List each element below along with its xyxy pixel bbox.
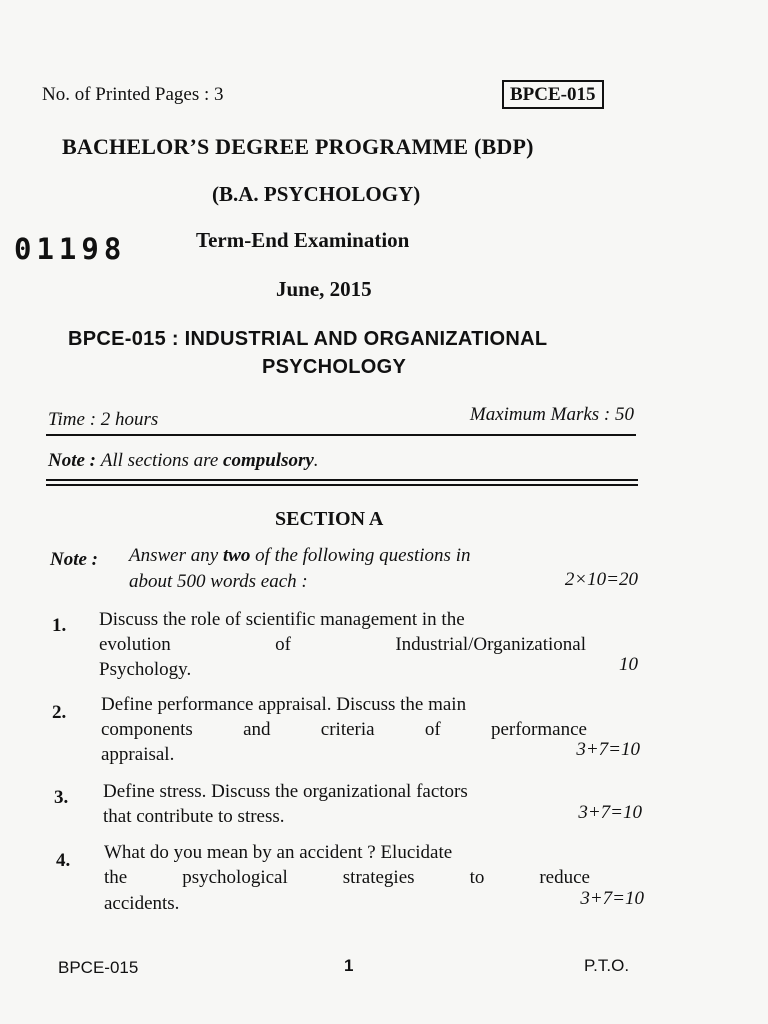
exam-duration: Time : 2 hours	[48, 409, 159, 430]
exam-date: June, 2015	[276, 277, 372, 301]
section-note-pre: Answer any	[129, 545, 219, 566]
question-word: of	[275, 634, 291, 655]
course-title-line1: BPCE-015 : INDUSTRIAL AND ORGANIZATIONAL	[68, 328, 548, 350]
question-number: 1.	[52, 615, 67, 636]
general-note-text: All sections are	[100, 450, 219, 471]
general-note-emphasis: compulsory	[223, 450, 314, 471]
question-1-line1: Discuss the role of scientific management in the	[99, 609, 465, 630]
question-4-line2	[104, 867, 590, 889]
question-word: evolution	[99, 634, 171, 655]
paper-code-box: BPCE-015	[502, 80, 604, 109]
divider-top	[46, 434, 636, 436]
exam-title: Term-End Examination	[196, 228, 410, 252]
section-note-label: Note :	[50, 549, 99, 570]
question-word: Industrial/Organizational	[395, 634, 586, 655]
divider-double-2	[46, 484, 638, 486]
question-number: 2.	[52, 702, 67, 723]
section-note-post: of the following questions in	[255, 545, 471, 566]
general-note	[48, 450, 319, 472]
question-word: strategies	[342, 867, 415, 888]
question-3-marks: 3+7=10	[578, 802, 642, 823]
footer-page-number: 1	[344, 956, 354, 975]
question-2-line3: appraisal.	[101, 744, 175, 765]
general-note-label: Note :	[48, 450, 97, 471]
section-note-line2: about 500 words each :	[129, 571, 308, 592]
question-word: components	[101, 719, 193, 740]
footer-pto: P.T.O.	[584, 956, 630, 975]
section-note-marks: 2×10=20	[564, 569, 638, 590]
serial-number: 01198	[14, 232, 127, 266]
question-word: to	[469, 867, 485, 888]
question-2-line2	[101, 719, 587, 741]
question-number: 4.	[56, 850, 71, 871]
subject-title: (B.A. PSYCHOLOGY)	[212, 182, 421, 206]
question-4-line3: accidents.	[104, 893, 180, 914]
question-word: performance	[490, 719, 587, 740]
section-note-emphasis: two	[222, 545, 251, 566]
question-1-marks: 10	[619, 654, 638, 675]
footer-paper-code: BPCE-015	[58, 958, 139, 977]
divider-double-1	[46, 479, 638, 481]
section-note-line1	[129, 545, 470, 567]
question-1-line3: Psychology.	[99, 659, 192, 680]
question-word: the	[104, 867, 128, 888]
general-note-end: .	[313, 450, 319, 471]
maximum-marks: Maximum Marks : 50	[469, 404, 634, 425]
programme-title: BACHELOR’S DEGREE PROGRAMME (BDP)	[62, 134, 534, 159]
question-word: reduce	[539, 867, 590, 888]
question-word: of	[424, 719, 441, 740]
section-heading: SECTION A	[275, 508, 384, 530]
question-2-line1: Define performance appraisal. Discuss the main	[101, 694, 467, 715]
question-word: psychological	[182, 867, 288, 888]
question-number: 3.	[54, 787, 69, 808]
question-word: criteria	[320, 719, 375, 740]
question-word: and	[243, 719, 271, 740]
course-title-line2: PSYCHOLOGY	[262, 356, 407, 378]
question-2-marks: 3+7=10	[576, 739, 640, 760]
question-3-line1: Define stress. Discuss the organizational factors	[103, 781, 468, 802]
question-4-marks: 3+7=10	[580, 888, 644, 909]
printed-pages-count: No. of Printed Pages : 3	[42, 84, 224, 105]
question-4-line1: What do you mean by an accident ? Elucidate	[104, 842, 453, 863]
question-1-line2	[99, 634, 586, 656]
question-3-line2: that contribute to stress.	[103, 806, 285, 827]
